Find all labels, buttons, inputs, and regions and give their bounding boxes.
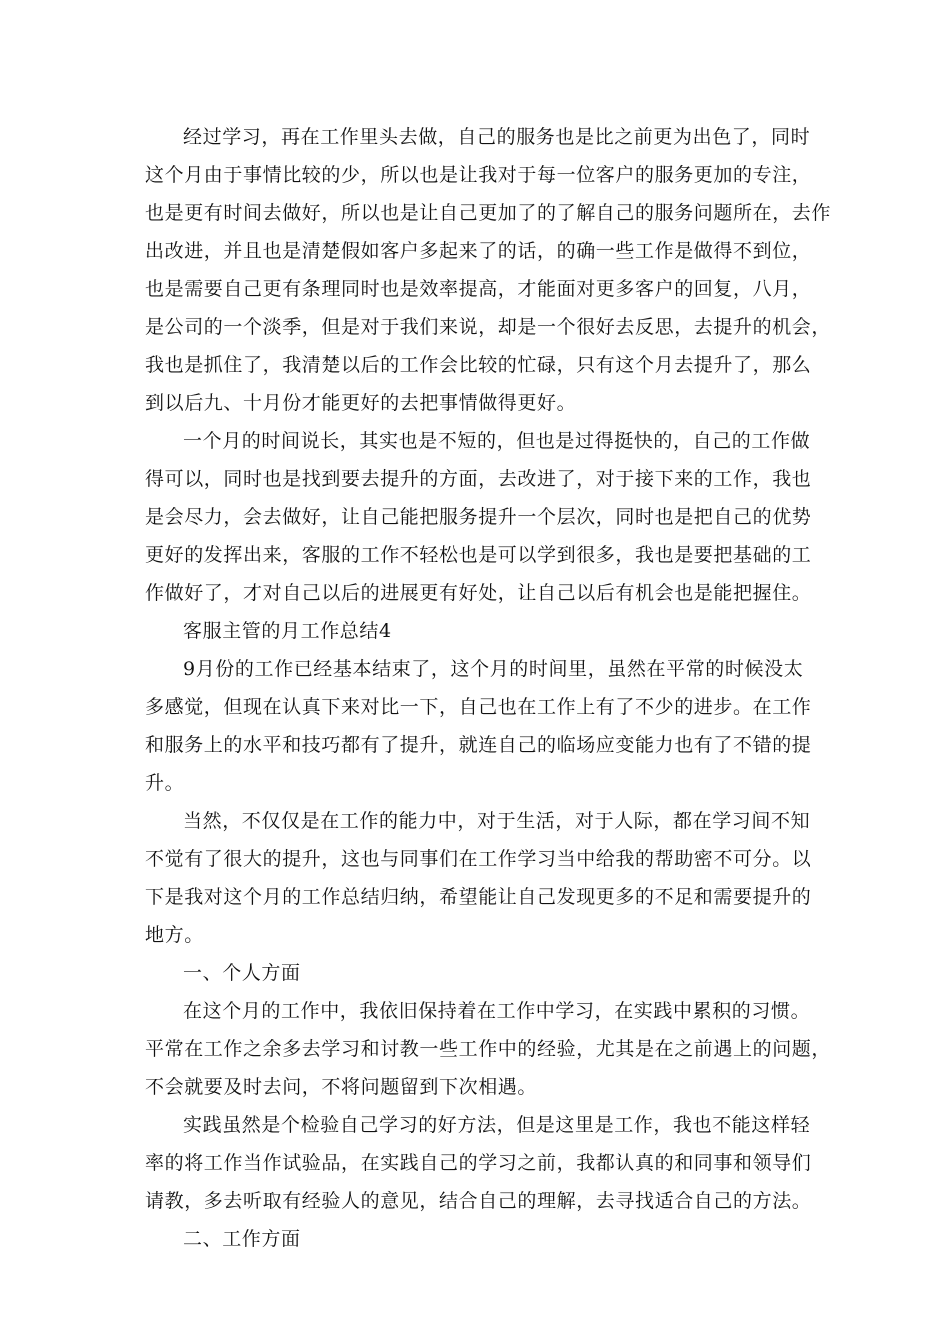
paragraph-line: 出改进，并且也是清楚假如客户多起来了的话，的确一些工作是做得不到位， xyxy=(145,240,812,262)
paragraph-line: 我也是抓住了，我清楚以后的工作会比较的忙碌，只有这个月去提升了，那么 xyxy=(145,354,812,376)
paragraph-line: 地方。 xyxy=(145,924,204,946)
paragraph-line: 得可以，同时也是找到要去提升的方面，去改进了，对于接下来的工作，我也 xyxy=(145,468,812,490)
paragraph-line: 在这个月的工作中，我依旧保持着在工作中学习，在实践中累积的习惯。 xyxy=(183,1000,811,1022)
paragraph-line: 作做好了，才对自己以后的进展更有好处，让自己以后有机会也是能把握住。 xyxy=(145,582,812,604)
paragraph-line: 一个月的时间说长，其实也是不短的，但也是过得挺快的，自己的工作做 xyxy=(183,430,811,452)
section-heading: 二、工作方面 xyxy=(183,1228,301,1250)
paragraph-line: 也是需要自己更有条理同时也是效率提高，才能面对更多客户的回复，八月， xyxy=(145,278,812,300)
paragraph-line: 经过学习，再在工作里头去做，自己的服务也是比之前更为出色了，同时 xyxy=(183,126,811,148)
paragraph-line: 到以后九、十月份才能更好的去把事情做得更好。 xyxy=(145,392,577,414)
paragraph-line: 这个月由于事情比较的少，所以也是让我对于每一位客户的服务更加的专注， xyxy=(145,164,812,186)
paragraph-line: 更好的发挥出来，客服的工作不轻松也是可以学到很多，我也是要把基础的工 xyxy=(145,544,812,566)
paragraph-line: 实践虽然是个检验自己学习的好方法，但是这里是工作，我也不能这样轻 xyxy=(183,1114,811,1136)
paragraph-line: 是会尽力，会去做好，让自己能把服务提升一个层次，同时也是把自己的优势 xyxy=(145,506,812,528)
paragraph-line: 不觉有了很大的提升，这也与同事们在工作学习当中给我的帮助密不可分。以 xyxy=(145,848,812,870)
paragraph-line: 下是我对这个月的工作总结归纳，希望能让自己发现更多的不足和需要提升的 xyxy=(145,886,812,908)
section-title: 客服主管的月工作总结4 xyxy=(183,620,392,642)
paragraph-line: 不会就要及时去问，不将问题留到下次相遇。 xyxy=(145,1076,538,1098)
paragraph-line: 升。 xyxy=(145,772,185,794)
paragraph-line: 请教，多去听取有经验人的意见，结合自己的理解，去寻找适合自己的方法。 xyxy=(145,1190,812,1212)
paragraph-line: 平常在工作之余多去学习和讨教一些工作中的经验，尤其是在之前遇上的问题， xyxy=(145,1038,832,1060)
paragraph-line: 和服务上的水平和技巧都有了提升，就连自己的临场应变能力也有了不错的提 xyxy=(145,734,812,756)
section-heading: 一、个人方面 xyxy=(183,962,301,984)
paragraph-line: 当然，不仅仅是在工作的能力中，对于生活，对于人际，都在学习间不知 xyxy=(183,810,811,832)
paragraph-line: 是公司的一个淡季，但是对于我们来说，却是一个很好去反思，去提升的机会， xyxy=(145,316,832,338)
paragraph-line: 也是更有时间去做好，所以也是让自己更加了的了解自己的服务问题所在，去作 xyxy=(145,202,832,224)
paragraph-line: 率的将工作当作试验品，在实践自己的学习之前，我都认真的和同事和领导们 xyxy=(145,1152,812,1174)
paragraph-line: 9月份的工作已经基本结束了，这个月的时间里，虽然在平常的时候没太 xyxy=(183,658,804,680)
paragraph-line: 多感觉，但现在认真下来对比一下，自己也在工作上有了不少的进步。在工作 xyxy=(145,696,812,718)
